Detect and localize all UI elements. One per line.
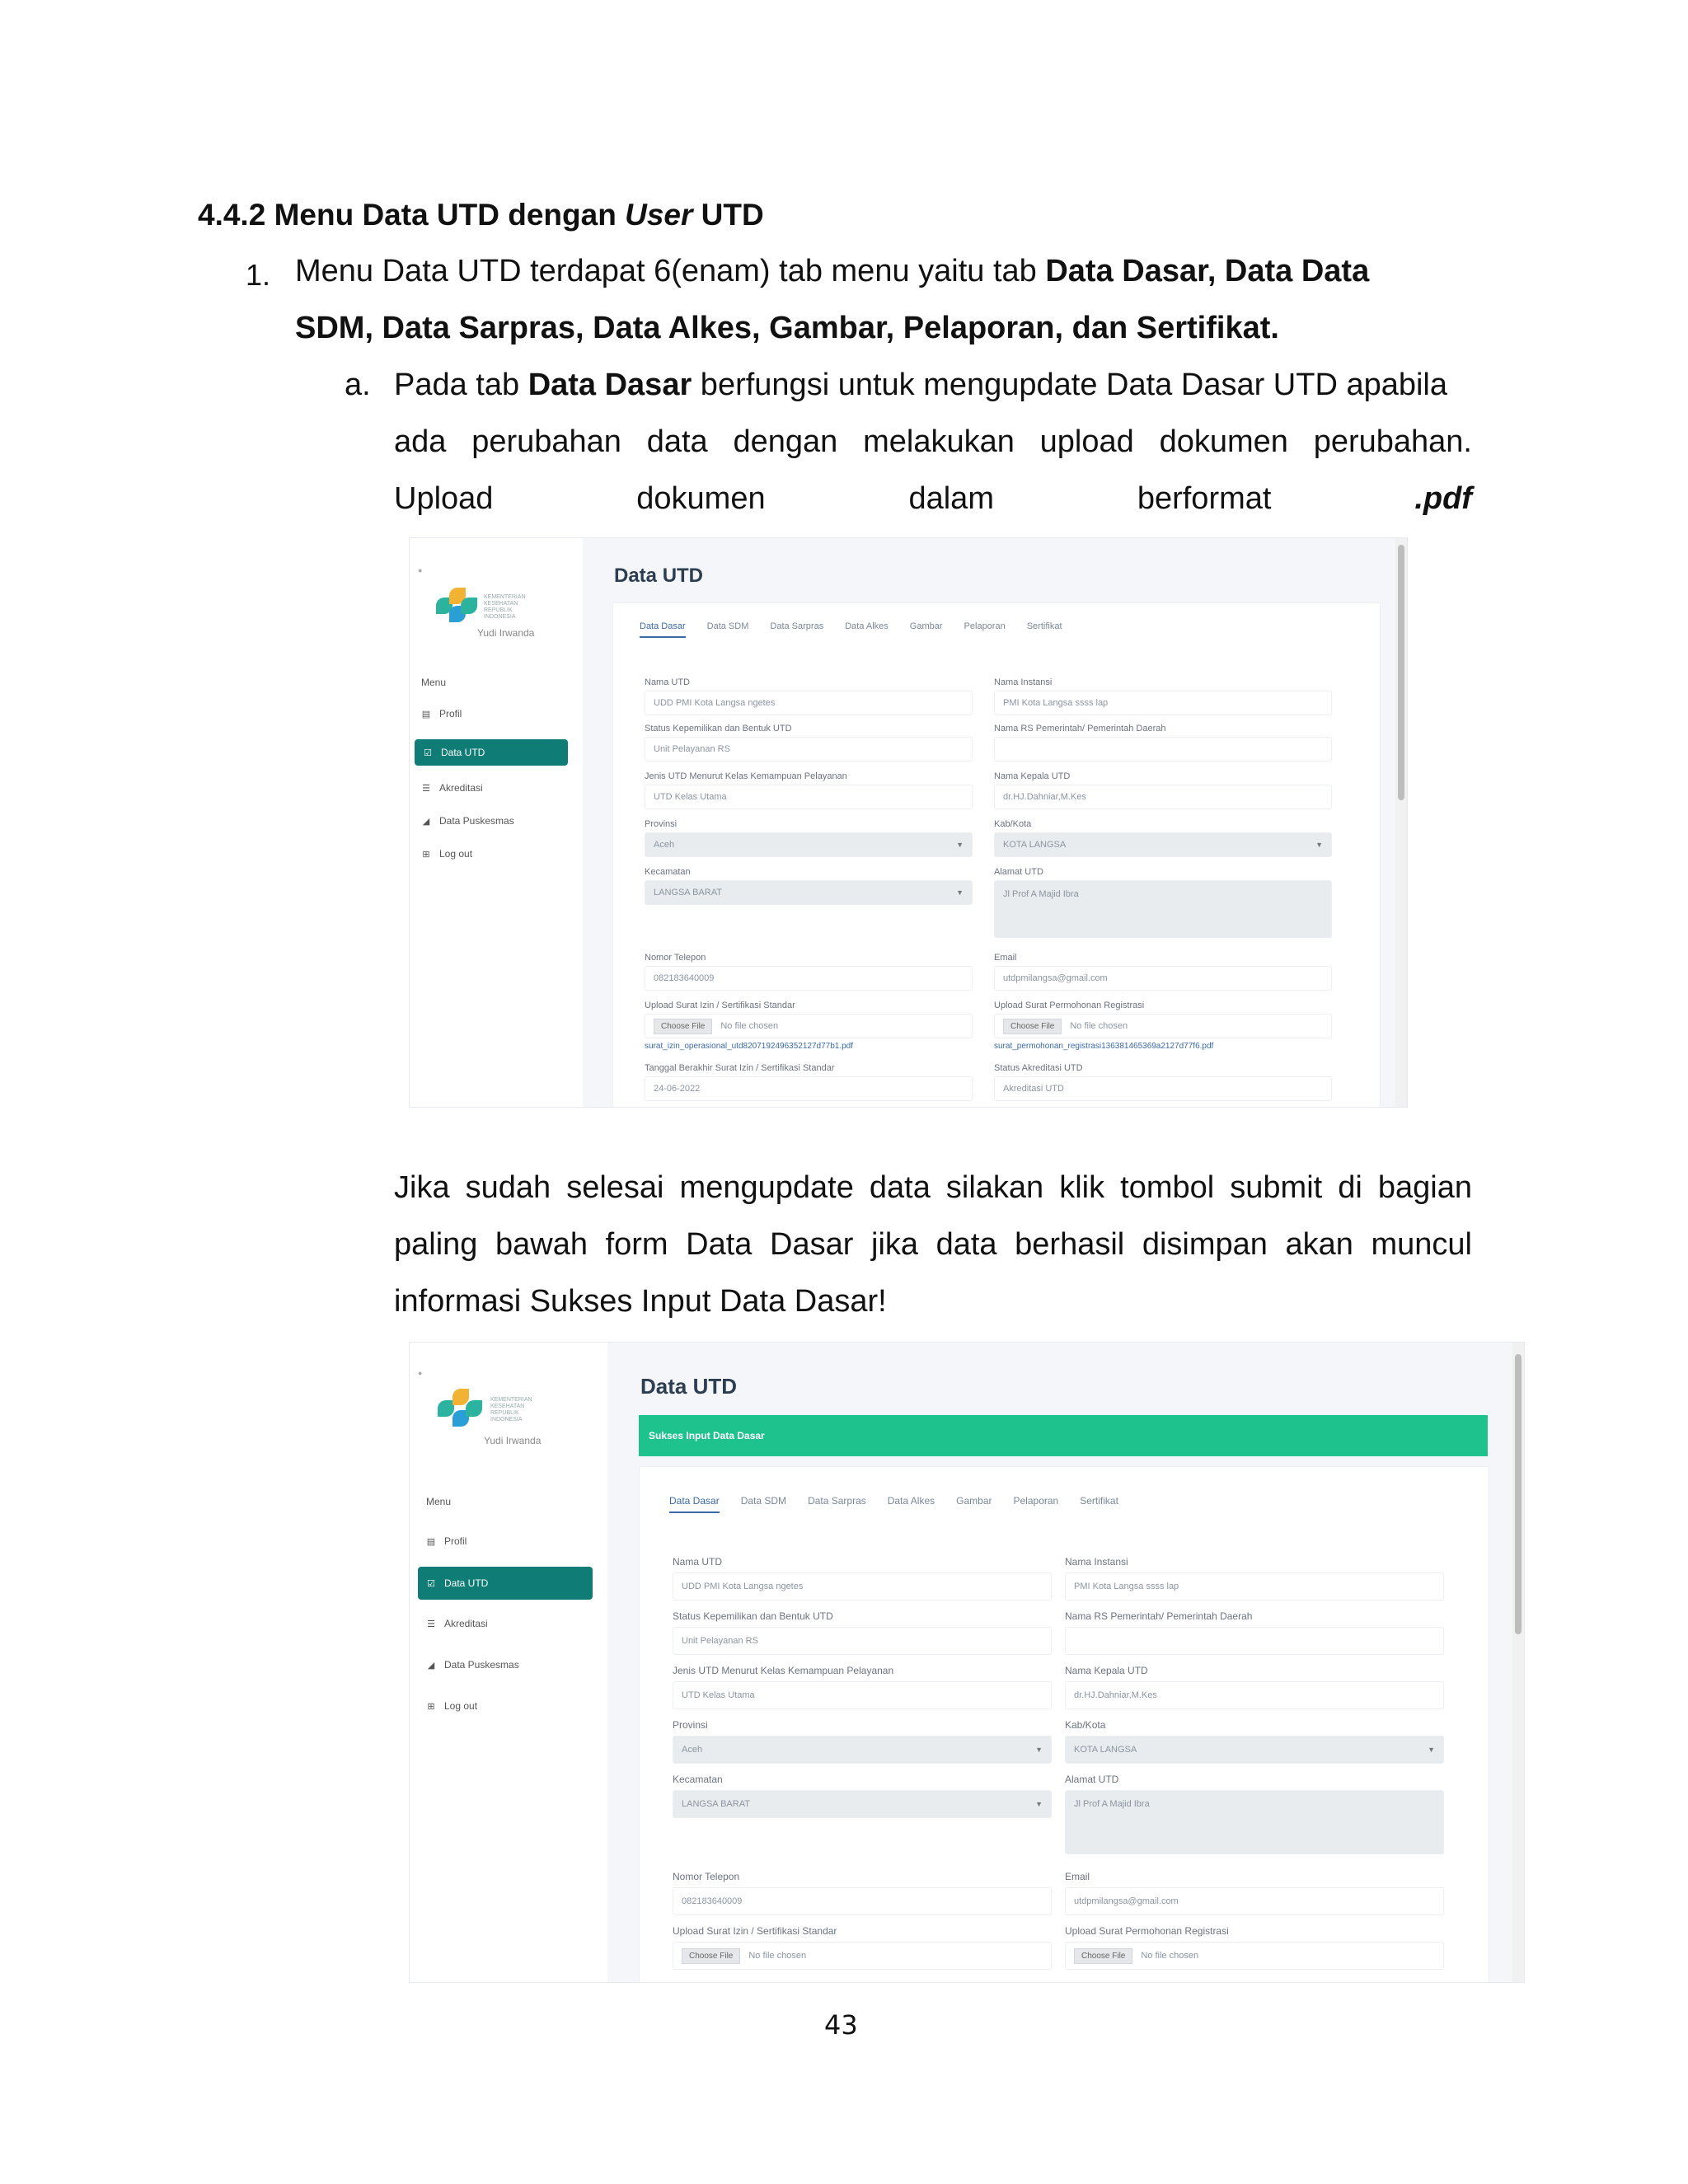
label-kecamatan: Kecamatan	[645, 867, 691, 877]
choose-file-button[interactable]: Choose File	[1003, 1019, 1062, 1034]
choose-file-button[interactable]: Choose File	[1074, 1948, 1132, 1964]
label-nama-instansi: Nama Instansi	[994, 677, 1053, 687]
label-jenis-utd: Jenis UTD Menurut Kelas Kemampuan Pelayanan	[673, 1665, 894, 1676]
tab-bar	[640, 621, 1084, 638]
label-telepon: Nomor Telepon	[645, 953, 706, 963]
page-title: Data UTD	[614, 565, 704, 587]
item-a-bold: Data Dasar	[528, 368, 692, 402]
input-nama-instansi[interactable]: PMI Kota Langsa ssss lap	[1065, 1572, 1444, 1601]
user-name: Yudi Irwanda	[477, 627, 535, 639]
tab-data-sdm[interactable]: Data SDM	[706, 621, 749, 631]
select-provinsi[interactable]: Aceh ▼	[673, 1736, 1052, 1764]
menu-item-profil[interactable]: ▤ Profil	[426, 1535, 467, 1547]
heading-italic: User	[625, 198, 693, 232]
screenshot-data-utd-success	[409, 1342, 1525, 1983]
label-telepon: Nomor Telepon	[673, 1871, 740, 1882]
label-upload-izin: Upload Surat Izin / Sertifikasi Standar	[673, 1925, 837, 1937]
input-telepon[interactable]: 082183640009	[645, 966, 973, 991]
file-upload-izin[interactable]: Choose File No file chosen	[673, 1942, 1052, 1970]
tab-data-alkes[interactable]: Data Alkes	[845, 621, 889, 631]
input-nama-rs[interactable]	[1065, 1627, 1444, 1655]
label-alamat: Alamat UTD	[1065, 1774, 1119, 1785]
chevron-down-icon: ▼	[1428, 1746, 1435, 1754]
chevron-down-icon: ▼	[1035, 1746, 1043, 1754]
label-kepala-utd: Nama Kepala UTD	[994, 771, 1071, 781]
label-upload-registrasi: Upload Surat Permohonan Registrasi	[994, 1001, 1145, 1010]
tab-sertifikat[interactable]: Sertifikat	[1080, 1495, 1118, 1507]
input-nama-utd[interactable]: UDD PMI Kota Langsa ngetes	[645, 691, 973, 715]
label-nama-utd: Nama UTD	[645, 677, 691, 687]
chevron-down-icon: ▼	[956, 841, 964, 849]
chevron-down-icon: ▼	[956, 888, 964, 897]
tab-data-sarpras[interactable]: Data Sarpras	[808, 1495, 866, 1507]
input-status[interactable]: Unit Pelayanan RS	[673, 1627, 1052, 1655]
form-card	[612, 602, 1381, 1108]
kemenkes-logo: KEMENTERIAN KESEHATAN REPUBLIK INDONESIA Yudi Irwanda	[428, 588, 543, 654]
chevron-down-icon: ▼	[1035, 1800, 1043, 1808]
label-kab-kota: Kab/Kota	[994, 819, 1032, 829]
select-kecamatan[interactable]: LANGSA BARAT ▼	[673, 1790, 1052, 1818]
select-kab-kota[interactable]: KOTA LANGSA ▼	[1065, 1736, 1444, 1764]
choose-file-button[interactable]: Choose File	[682, 1948, 740, 1964]
choose-file-button[interactable]: Choose File	[654, 1019, 712, 1034]
input-jenis-utd[interactable]: UTD Kelas Utama	[645, 785, 973, 809]
label-jenis-utd: Jenis UTD Menurut Kelas Kemampuan Pelayanan	[645, 771, 847, 781]
tab-data-dasar[interactable]: Data Dasar	[669, 1495, 720, 1513]
tab-gambar[interactable]: Gambar	[909, 621, 943, 631]
word-dokumen: dokumen	[636, 481, 766, 516]
word-pdf: .pdf	[1414, 481, 1472, 516]
menu-item-data-utd[interactable]: ☑ Data UTD	[418, 1567, 593, 1600]
list-number: 1.	[246, 258, 271, 292]
input-nama-rs[interactable]	[994, 737, 1332, 762]
list-icon: ☰	[427, 1619, 435, 1629]
input-email[interactable]: utdpmilangsa@gmail.com	[994, 966, 1332, 991]
list-letter: a.	[345, 368, 371, 402]
select-kecamatan[interactable]: LANGSA BARAT ▼	[645, 880, 973, 905]
label-kepala-utd: Nama Kepala UTD	[1065, 1665, 1148, 1676]
label-tanggal-berakhir: Tanggal Berakhir Surat Izin / Sertifikasi Standar	[645, 1063, 835, 1073]
item1-line1	[295, 243, 1472, 300]
page-number: 43	[824, 2009, 858, 2041]
screenshot-data-utd	[409, 537, 1408, 1108]
label-status: Status Kepemilikan dan Bentuk UTD	[673, 1610, 833, 1622]
item-a-line2: ada perubahan data dengan melakukan upload dokumen perubahan.	[394, 424, 1472, 459]
page-title: Data UTD	[640, 1374, 738, 1399]
link-izin-file[interactable]: surat_izin_operasional_utd8207192496352127d77b1.pdf	[645, 1042, 853, 1051]
label-upload-registrasi: Upload Surat Permohonan Registrasi	[1065, 1925, 1229, 1937]
after-line2: paling bawah form Data Dasar jika data berhasil disimpan akan muncul	[394, 1227, 1472, 1262]
grid-icon: ⊞	[422, 849, 430, 860]
label-akreditasi: Status Akreditasi UTD	[994, 1063, 1083, 1073]
link-registrasi-file[interactable]: surat_permohonan_registrasi136381465369a2127d77f6.pdf	[994, 1042, 1214, 1051]
tab-bar	[669, 1495, 1140, 1513]
menu-item-akreditasi[interactable]: ☰ Akreditasi	[427, 1618, 488, 1629]
tab-data-dasar[interactable]: Data Dasar	[640, 621, 686, 638]
grid-icon: ⊞	[427, 1701, 435, 1712]
section-heading	[198, 198, 764, 232]
input-status[interactable]: Unit Pelayanan RS	[645, 737, 973, 762]
input-telepon[interactable]: 082183640009	[673, 1887, 1052, 1915]
label-upload-izin: Upload Surat Izin / Sertifikasi Standar	[645, 1001, 795, 1010]
label-email: Email	[994, 953, 1017, 963]
profile-icon: ▤	[421, 709, 431, 719]
item1-text: Menu Data UTD terdapat 6(enam) tab menu yaitu tab	[295, 254, 1046, 288]
scrollbar[interactable]	[1512, 1343, 1524, 1982]
tab-pelaporan[interactable]: Pelaporan	[1013, 1495, 1059, 1507]
input-jenis-utd[interactable]: UTD Kelas Utama	[673, 1681, 1052, 1709]
label-nama-rs: Nama RS Pemerintah/ Pemerintah Daerah	[994, 724, 1166, 733]
scrollbar[interactable]	[1395, 538, 1407, 1107]
menu-item-logout[interactable]: ⊞ Log out	[427, 1700, 478, 1712]
item1-line2: SDM, Data Sarpras, Data Alkes, Gambar, Pelaporan, dan Sertifikat.	[295, 311, 1279, 345]
file-upload-izin[interactable]: Choose File No file chosen	[645, 1014, 973, 1038]
word-upload: Upload	[394, 481, 494, 516]
label-provinsi: Provinsi	[645, 819, 678, 829]
word-berformat: berformat	[1137, 481, 1272, 516]
label-alamat: Alamat UTD	[994, 867, 1043, 877]
menu-item-data-utd[interactable]: ☑ Data UTD	[415, 739, 568, 766]
label-email: Email	[1065, 1871, 1090, 1882]
heading-suffix: UTD	[692, 198, 764, 232]
input-kepala-utd[interactable]: dr.HJ.Dahniar,M.Kes	[1065, 1681, 1444, 1709]
label-kecamatan: Kecamatan	[673, 1774, 723, 1785]
label-status: Status Kepemilikan dan Bentuk UTD	[645, 724, 792, 733]
input-email[interactable]: utdpmilangsa@gmail.com	[1065, 1887, 1444, 1915]
label-nama-instansi: Nama Instansi	[1065, 1556, 1128, 1568]
textarea-alamat[interactable]: Jl Prof A Majid Ibra	[1065, 1790, 1444, 1854]
collapse-icon[interactable]: ●	[418, 1369, 423, 1377]
menu-item-profil[interactable]: ▤ Profil	[421, 708, 462, 719]
after-line3: informasi Sukses Input Data Dasar!	[394, 1284, 887, 1319]
sidebar	[410, 1343, 607, 1982]
kemenkes-logo: KEMENTERIAN KESEHATAN REPUBLIK INDONESIA Yudi Irwanda	[429, 1389, 561, 1463]
success-alert: Sukses Input Data Dasar	[639, 1415, 1488, 1456]
user-name: Yudi Irwanda	[484, 1435, 542, 1446]
input-tanggal-berakhir[interactable]: 24-06-2022	[645, 1076, 973, 1101]
label-kab-kota: Kab/Kota	[1065, 1719, 1106, 1731]
textarea-alamat[interactable]: Jl Prof A Majid Ibra	[994, 880, 1332, 938]
sidebar	[410, 538, 583, 1107]
item-a-post: berfungsi untuk mengupdate Data Dasar UTD apabila	[692, 368, 1447, 402]
tab-data-sdm[interactable]: Data SDM	[740, 1495, 787, 1507]
item-a-pre: Pada tab	[394, 368, 528, 402]
profile-icon: ▤	[426, 1536, 436, 1547]
select-provinsi[interactable]: Aceh ▼	[645, 832, 973, 857]
input-nama-utd[interactable]: UDD PMI Kota Langsa ngetes	[673, 1572, 1052, 1601]
label-provinsi: Provinsi	[673, 1719, 708, 1731]
menu-header: Menu	[421, 677, 447, 688]
input-akreditasi[interactable]: Akreditasi UTD	[994, 1076, 1332, 1101]
input-nama-instansi[interactable]: PMI Kota Langsa ssss lap	[994, 691, 1332, 715]
tab-pelaporan[interactable]: Pelaporan	[964, 621, 1006, 631]
list-icon: ☰	[422, 783, 430, 794]
collapse-icon[interactable]: ●	[418, 566, 423, 574]
item-a-line3	[394, 471, 1472, 527]
menu-item-puskesmas[interactable]: ◢ Data Puskesmas	[422, 815, 514, 827]
word-dalam: dalam	[908, 481, 994, 516]
file-upload-registrasi[interactable]: Choose File No file chosen	[1065, 1942, 1444, 1970]
heading-prefix: 4.4.2 Menu Data UTD dengan	[198, 198, 626, 232]
label-nama-rs: Nama RS Pemerintah/ Pemerintah Daerah	[1065, 1610, 1253, 1622]
chart-icon: ◢	[422, 816, 430, 827]
menu-header: Menu	[426, 1496, 452, 1507]
input-kepala-utd[interactable]: dr.HJ.Dahniar,M.Kes	[994, 785, 1332, 809]
form-card	[639, 1466, 1489, 1983]
label-nama-utd: Nama UTD	[673, 1556, 723, 1568]
menu-item-logout[interactable]: ⊞ Log out	[422, 848, 473, 860]
chevron-down-icon: ▼	[1315, 841, 1323, 849]
checkbox-icon: ☑	[427, 1578, 435, 1589]
after-line1: Jika sudah selesai mengupdate data silakan klik tombol submit di bagian	[394, 1170, 1472, 1205]
item-a-line1	[394, 357, 1472, 414]
select-kab-kota[interactable]: KOTA LANGSA ▼	[994, 832, 1332, 857]
tab-data-alkes[interactable]: Data Alkes	[887, 1495, 935, 1507]
item1-bold: Data Dasar, Data Data	[1045, 254, 1370, 288]
menu-item-akreditasi[interactable]: ☰ Akreditasi	[422, 782, 483, 794]
tab-data-sarpras[interactable]: Data Sarpras	[770, 621, 824, 631]
chart-icon: ◢	[427, 1660, 435, 1671]
file-upload-registrasi[interactable]: Choose File No file chosen	[994, 1014, 1332, 1038]
checkbox-icon: ☑	[424, 748, 432, 758]
tab-sertifikat[interactable]: Sertifikat	[1026, 621, 1062, 631]
tab-gambar[interactable]: Gambar	[956, 1495, 992, 1507]
menu-item-puskesmas[interactable]: ◢ Data Puskesmas	[427, 1659, 519, 1671]
